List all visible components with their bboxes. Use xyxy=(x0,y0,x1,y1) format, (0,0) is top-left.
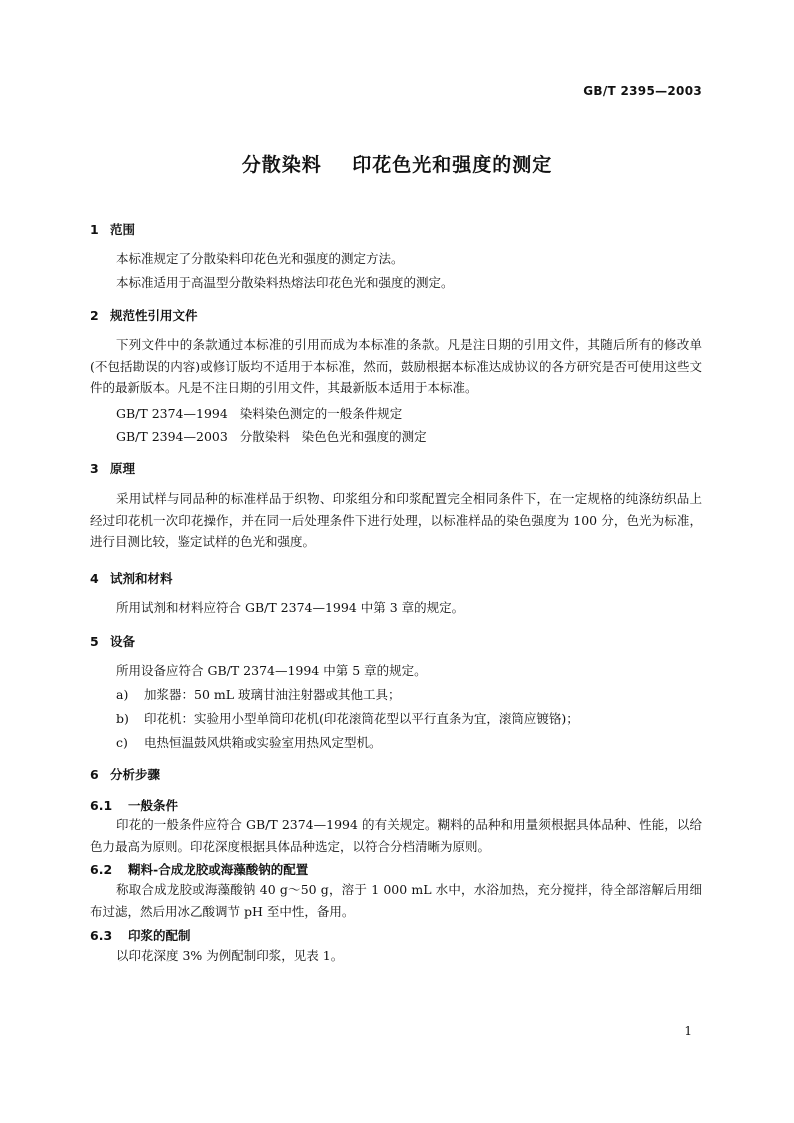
list-item xyxy=(116,733,382,751)
document-title: 分散染料 印花色光和强度的测定 xyxy=(241,154,553,176)
reference-item: GB/T 2394—2003 分散染料 染色色光和强度的测定 xyxy=(116,429,427,444)
subsection-number: 6.1 xyxy=(90,798,113,813)
list-item xyxy=(116,709,579,727)
section-number: 1 xyxy=(90,222,99,237)
subsection-6-2-heading xyxy=(90,860,308,878)
section-4-heading xyxy=(90,569,173,587)
subsection-6-1-paragraph: 印花的一般条件应符合 GB/T 2374—1994 的有关规定。糊料的品种和用量须根据具体品种、性能，以给色力最高为原则。印花深度根据具体品种选定，以符合分档清晰为原则。 xyxy=(90,817,702,854)
list-marker: b) xyxy=(116,711,129,726)
subsection-6-2-paragraph: 称取合成龙胶或海藻酸钠 40 g～50 g，溶于 1 000 mL 水中，水浴加热，充分搅拌，待全部溶解后用细布过滤，然后用冰乙酸调节 pH 至中性，备用。 xyxy=(90,882,702,919)
section-number: 6 xyxy=(90,767,99,782)
subsection-6-1-heading xyxy=(90,796,178,814)
subsection-6-3-heading xyxy=(90,926,191,944)
section-title: 设备 xyxy=(110,634,136,649)
section-number: 2 xyxy=(90,308,99,323)
list-item xyxy=(116,685,401,703)
section-5-heading xyxy=(90,632,135,650)
list-text: 加浆器：50 mL 玻璃甘油注射器或其他工具； xyxy=(144,687,401,702)
section-2-paragraph: 下列文件中的条款通过本标准的引用而成为本标准的条款。凡是注日期的引用文件，其随后所有的修改单(不包括勘误的内容)或修订版均不适用于本标准，然而，鼓励根据本标准达成协议的各方研究是否可使用这些文件的最新版本。凡是不注日期的引用文件，其最新版本适用于本标准。 xyxy=(90,337,702,395)
list-text: 印花机：实验用小型单筒印花机(印花滚筒花型以平行直条为宜，滚筒应镀铬)； xyxy=(144,711,579,726)
section-number: 5 xyxy=(90,634,99,649)
list-marker: a) xyxy=(116,687,129,702)
subsection-number: 6.3 xyxy=(90,928,113,943)
list-text: 电热恒温鼓风烘箱或实验室用热风定型机。 xyxy=(144,735,382,750)
section-title: 分析步骤 xyxy=(110,767,161,782)
section-2-heading xyxy=(90,306,198,324)
section-title: 原理 xyxy=(110,461,136,476)
reference-item: GB/T 2374—1994 染料染色测定的一般条件规定 xyxy=(116,406,403,421)
subsection-title: 印浆的配制 xyxy=(128,928,191,943)
list-marker: c) xyxy=(116,735,128,750)
section-3-paragraph: 采用试样与同品种的标准样品于织物、印浆组分和印浆配置完全相同条件下，在一定规格的纯涤纺织品上经过印花机一次印花操作，并在同一后处理条件下进行处理，以标准样品的染色强度为 100 分，色光为标准，进行目测比较，鉴定试样的色光和强度。 xyxy=(90,491,702,549)
section-title: 试剂和材料 xyxy=(110,571,173,586)
section-1-paragraph-2: 本标准适用于高温型分散染料热熔法印花色光和强度的测定。 xyxy=(116,275,454,290)
section-3-heading xyxy=(90,459,135,477)
section-number: 4 xyxy=(90,571,99,586)
section-1-heading xyxy=(90,220,135,238)
section-title: 范围 xyxy=(110,222,136,237)
standard-code: GB/T 2395—2003 xyxy=(583,84,702,98)
subsection-6-3-paragraph: 以印花深度 3% 为例配制印浆，见表 1。 xyxy=(116,948,344,963)
section-4-paragraph: 所用试剂和材料应符合 GB/T 2374—1994 中第 3 章的规定。 xyxy=(116,600,465,615)
subsection-title: 一般条件 xyxy=(128,798,179,813)
section-title: 规范性引用文件 xyxy=(110,308,198,323)
subsection-title: 糊料-合成龙胶或海藻酸钠的配置 xyxy=(128,862,309,877)
section-1-paragraph-1: 本标准规定了分散染料印花色光和强度的测定方法。 xyxy=(116,251,404,266)
subsection-number: 6.2 xyxy=(90,862,113,877)
section-5-paragraph: 所用设备应符合 GB/T 2374—1994 中第 5 章的规定。 xyxy=(116,663,427,678)
page-number: 1 xyxy=(684,1024,692,1038)
section-6-heading xyxy=(90,765,160,783)
section-number: 3 xyxy=(90,461,99,476)
